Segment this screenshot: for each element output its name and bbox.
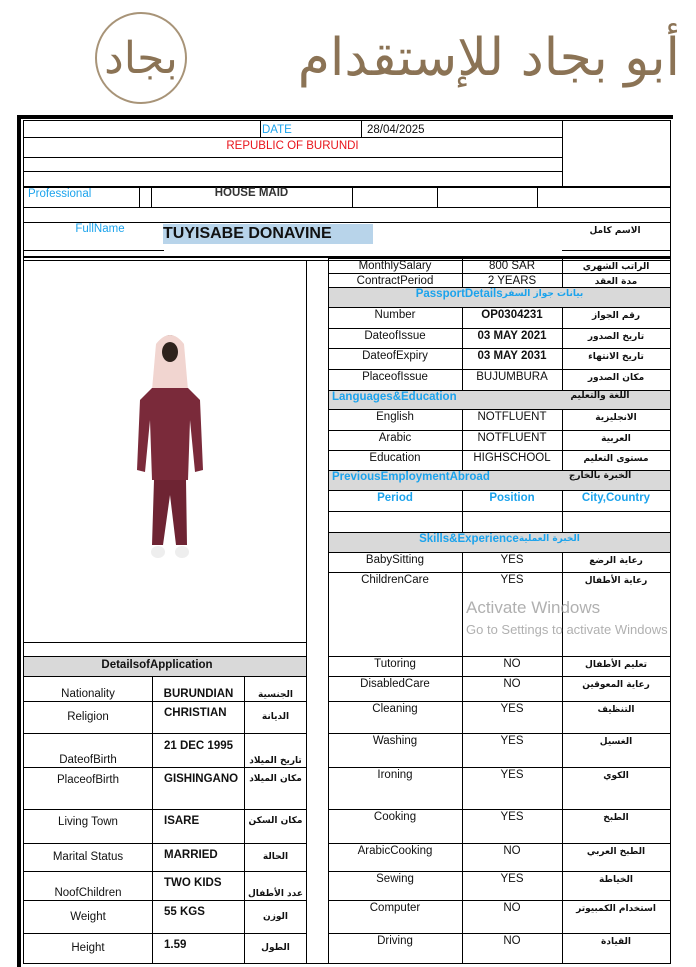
skill-row-3-value: NO — [503, 678, 521, 690]
grid-line — [328, 511, 670, 512]
grid-line — [462, 767, 463, 809]
grid-line — [462, 552, 463, 572]
skill-row-2-label: Tutoring — [374, 658, 416, 670]
grid-line — [462, 676, 463, 701]
passport-row-1-value: 03 MAY 2021 — [477, 330, 547, 342]
skill-row-2-arabic-label: تعليم الأطفال — [585, 660, 647, 670]
skill-row-10-arabic-label: استخدام الكمبيوتر — [576, 904, 656, 914]
passport-row-3-label: PlaceofIssue — [362, 371, 428, 383]
application-row-4-label: Living Town — [58, 816, 118, 828]
skill-row-11-label: Driving — [377, 935, 413, 947]
language-row-1-arabic-label: العربية — [601, 434, 631, 444]
application-row-1-value: CHRISTIAN — [164, 707, 227, 719]
skills-section-title — [329, 532, 670, 546]
watermark-subtitle: Go to Settings to activate Windows — [466, 622, 668, 637]
skill-row-1-arabic-label: رعاية الأطفال — [584, 576, 648, 586]
language-row-0-value: NOTFLUENT — [477, 411, 547, 423]
grid-line — [23, 963, 671, 964]
skill-row-7-arabic-label: الطبخ — [603, 813, 629, 823]
application-row-3-value: GISHINGANO — [164, 773, 239, 785]
skills-section-arabic-title: الخبرة العملية — [518, 534, 580, 544]
employment-section-title: PreviousEmploymentAbroad — [332, 471, 490, 483]
skill-row-11-arabic-label: القيادة — [601, 937, 631, 947]
application-row-5-label: Marital Status — [52, 851, 124, 863]
grid-line — [562, 328, 563, 348]
grid-line — [152, 871, 153, 900]
grid-line — [462, 871, 463, 900]
skills-section-title-text: Skills&Experience — [419, 533, 519, 545]
grid-line — [244, 933, 245, 963]
skill-row-6-arabic-label: الكوي — [603, 771, 629, 781]
grid-line — [437, 186, 438, 207]
date-label: DATE — [262, 123, 292, 136]
details-of-application-title: DetailsofApplication — [101, 658, 213, 671]
application-row-5-arabic-label: الحالة — [262, 852, 289, 862]
language-row-2-label: Education — [369, 452, 421, 464]
skill-row-8-arabic-label: الطبخ العربي — [586, 847, 646, 857]
skill-row-6-label: Ironing — [377, 769, 413, 781]
grid-line — [562, 430, 563, 450]
passport-row-0-arabic-label: رقم الجواز — [591, 311, 641, 321]
grid-line — [537, 186, 538, 207]
grid-line — [562, 933, 563, 963]
grid-line — [152, 843, 153, 871]
grid-line — [462, 273, 463, 287]
grid-line — [462, 430, 463, 450]
passport-row-1-arabic-label: تاريخ الصدور — [587, 332, 645, 342]
grid-line — [562, 733, 563, 767]
grid-line — [562, 250, 670, 251]
languages-section-arabic-title: اللغة والتعليم — [570, 391, 630, 401]
grid-line — [462, 733, 463, 767]
grid-line — [244, 809, 245, 843]
grid-line — [562, 900, 563, 933]
passport-section-title-text: PassportDetails — [415, 288, 503, 300]
skill-row-7-value: YES — [500, 811, 524, 823]
grid-line — [23, 171, 562, 172]
application-row-0-arabic-label: الجنسية — [258, 690, 293, 700]
grid-line — [562, 450, 563, 470]
passport-row-1-label: DateofIssue — [364, 330, 426, 342]
contract-row-1-label: ContractPeriod — [356, 275, 434, 287]
application-row-2-arabic-label: تاريخ الميلاد — [249, 756, 302, 766]
grid-line — [244, 843, 245, 871]
employment-section-arabic-title: الخبرة بالخارج — [568, 471, 632, 481]
grid-line — [23, 207, 670, 208]
grid-line — [562, 120, 563, 186]
application-row-8-value: 1.59 — [164, 939, 187, 951]
fullname-arabic-label: الاسم كامل — [589, 226, 641, 236]
application-row-0-value: BURUNDIAN — [163, 688, 234, 700]
passport-row-0-label: Number — [374, 309, 416, 321]
language-row-0-label: English — [376, 411, 414, 423]
grid-line — [23, 250, 164, 251]
watermark-title: Activate Windows — [466, 598, 601, 617]
grid-line — [462, 409, 463, 430]
grid-line — [462, 258, 463, 273]
skill-row-4-arabic-label: التنظيف — [597, 705, 635, 715]
application-row-4-value: ISARE — [164, 815, 200, 827]
language-row-1-value: NOTFLUENT — [477, 432, 547, 444]
fullname-value: TUYISABE DONAVINE — [163, 224, 373, 244]
grid-line — [462, 809, 463, 843]
grid-line — [562, 273, 563, 287]
grid-line — [244, 676, 245, 701]
passport-row-2-value: 03 MAY 2031 — [477, 350, 547, 362]
grid-line — [152, 701, 153, 733]
application-row-8-label: Height — [71, 942, 105, 954]
logo-mark: بجاد — [104, 32, 178, 84]
grid-line — [462, 933, 463, 963]
grid-line — [562, 258, 563, 273]
skill-row-4-value: YES — [500, 703, 524, 715]
employment-column-header: Period — [377, 492, 413, 504]
grid-line — [139, 186, 140, 207]
skill-row-2-value: NO — [503, 658, 521, 670]
application-row-7-arabic-label: الوزن — [263, 911, 288, 922]
application-row-6-arabic-label: عدد الأطفال — [247, 889, 304, 899]
language-row-2-value: HIGHSCHOOL — [473, 452, 551, 464]
fullname-label: FullName — [75, 223, 125, 235]
grid-line — [152, 900, 153, 933]
passport-section-title — [329, 287, 670, 301]
employment-column-header: City,Country — [581, 492, 651, 504]
passport-row-3-arabic-label: مكان الصدور — [587, 373, 645, 383]
grid-line — [462, 900, 463, 933]
skill-row-1-label: ChildrenCare — [361, 574, 429, 586]
grid-line — [306, 260, 307, 963]
grid-line — [462, 572, 463, 656]
languages-section-title: Languages&Education — [332, 391, 457, 403]
skill-row-9-value: YES — [500, 873, 524, 885]
contract-row-0-value: 800 SAR — [488, 260, 536, 272]
grid-line — [462, 369, 463, 390]
grid-line — [562, 767, 563, 809]
grid-line — [462, 307, 463, 328]
application-row-4-arabic-label: مكان السكن — [248, 816, 303, 826]
skill-row-0-label: BabySitting — [365, 554, 425, 566]
skill-row-7-label: Cooking — [373, 811, 417, 823]
grid-line — [244, 701, 245, 733]
photo-trousers — [152, 480, 187, 545]
grid-line — [23, 120, 670, 121]
candidate-photo — [130, 330, 210, 575]
application-row-6-label: NoofChildren — [54, 887, 122, 899]
skill-row-11-value: NO — [503, 935, 521, 947]
language-row-1-label: Arabic — [378, 432, 412, 444]
contract-row-0-arabic-label: الراتب الشهري — [582, 262, 650, 272]
skill-row-5-value: YES — [500, 735, 524, 747]
passport-section-arabic-title: بيانات جواز السفر — [502, 289, 584, 299]
grid-line — [562, 348, 563, 369]
grid-line — [562, 676, 563, 701]
application-row-2-value: 21 DEC 1995 — [163, 740, 234, 752]
grid-line — [152, 733, 153, 767]
grid-line — [328, 256, 329, 963]
contract-row-0-label: MonthlySalary — [358, 260, 432, 272]
photo-left-shoe — [151, 546, 165, 558]
skill-row-9-label: Sewing — [376, 873, 414, 885]
skill-row-0-arabic-label: رعاية الرضع — [589, 556, 643, 566]
grid-line — [352, 186, 353, 207]
application-row-0-label: Nationality — [61, 688, 115, 700]
grid-line — [152, 676, 153, 701]
application-row-3-arabic-label: مكان الميلاد — [249, 774, 302, 784]
skill-row-8-value: NO — [503, 845, 521, 857]
skill-row-9-arabic-label: الخياطة — [599, 875, 633, 885]
grid-line — [462, 348, 463, 369]
grid-line — [361, 120, 362, 137]
employment-column-header: Position — [489, 492, 535, 504]
application-row-3-label: PlaceofBirth — [56, 774, 119, 786]
skill-row-3-label: DisabledCare — [360, 678, 430, 690]
grid-line — [562, 809, 563, 843]
language-row-2-arabic-label: مستوى التعليم — [583, 454, 649, 464]
skill-row-10-value: NO — [503, 902, 521, 914]
contract-row-1-value: 2 YEARS — [487, 275, 537, 287]
grid-line — [562, 552, 563, 572]
grid-line — [244, 767, 245, 809]
photo-face-inner — [162, 342, 178, 362]
grid-line — [462, 450, 463, 470]
date-value: 28/04/2025 — [367, 123, 425, 136]
skill-row-5-arabic-label: الغسيل — [599, 737, 633, 747]
photo-tunic — [137, 388, 203, 480]
skill-row-10-label: Computer — [369, 902, 421, 914]
passport-row-3-value: BUJUMBURA — [476, 371, 548, 383]
skill-row-5-label: Washing — [372, 735, 418, 747]
passport-row-2-label: DateofExpiry — [362, 350, 428, 362]
grid-line — [562, 409, 563, 430]
application-row-1-arabic-label: الديانة — [261, 712, 290, 722]
professional-value: HOUSE MAID — [214, 187, 289, 199]
grid-line — [462, 656, 463, 676]
country-title: REPUBLIC OF BURUNDI — [226, 140, 359, 152]
grid-line — [670, 120, 671, 963]
contract-row-1-arabic-label: مدة العقد — [594, 277, 638, 287]
grid-line — [562, 871, 563, 900]
grid-line — [462, 328, 463, 348]
grid-line — [244, 871, 245, 900]
skill-row-8-label: ArabicCooking — [357, 845, 433, 857]
grid-line — [260, 120, 261, 137]
grid-line — [562, 656, 563, 676]
application-row-2-label: DateofBirth — [59, 754, 117, 766]
grid-line — [562, 701, 563, 733]
grid-line — [462, 843, 463, 871]
grid-line — [244, 900, 245, 933]
company-logo-text: أبو بجاد للإستقدام — [297, 28, 680, 88]
skill-row-1-value: YES — [500, 574, 524, 586]
application-row-1-label: Religion — [67, 711, 109, 723]
language-row-0-arabic-label: الانجليزية — [595, 413, 637, 423]
passport-row-2-arabic-label: تاريخ الانتهاء — [588, 352, 644, 362]
application-row-7-label: Weight — [70, 910, 106, 923]
grid-line — [152, 809, 153, 843]
grid-line — [562, 307, 563, 328]
grid-line — [23, 642, 306, 643]
photo-right-shoe — [175, 546, 189, 558]
skill-row-0-value: YES — [500, 554, 524, 566]
passport-row-0-value: OP0304231 — [481, 309, 543, 321]
grid-line — [462, 701, 463, 733]
grid-line — [23, 157, 562, 158]
application-row-5-value: MARRIED — [164, 849, 218, 861]
grid-line — [152, 933, 153, 963]
grid-line — [562, 369, 563, 390]
grid-line — [152, 767, 153, 809]
skill-row-4-label: Cleaning — [372, 703, 418, 715]
application-row-8-arabic-label: الطول — [261, 943, 290, 953]
grid-line — [562, 843, 563, 871]
application-row-6-value: TWO KIDS — [164, 877, 222, 889]
skill-row-3-arabic-label: رعاية المعوقين — [582, 680, 650, 690]
application-row-7-value: 55 KGS — [164, 906, 205, 918]
grid-line — [244, 733, 245, 767]
professional-label: Professional — [28, 187, 92, 200]
skill-row-6-value: YES — [500, 769, 524, 781]
